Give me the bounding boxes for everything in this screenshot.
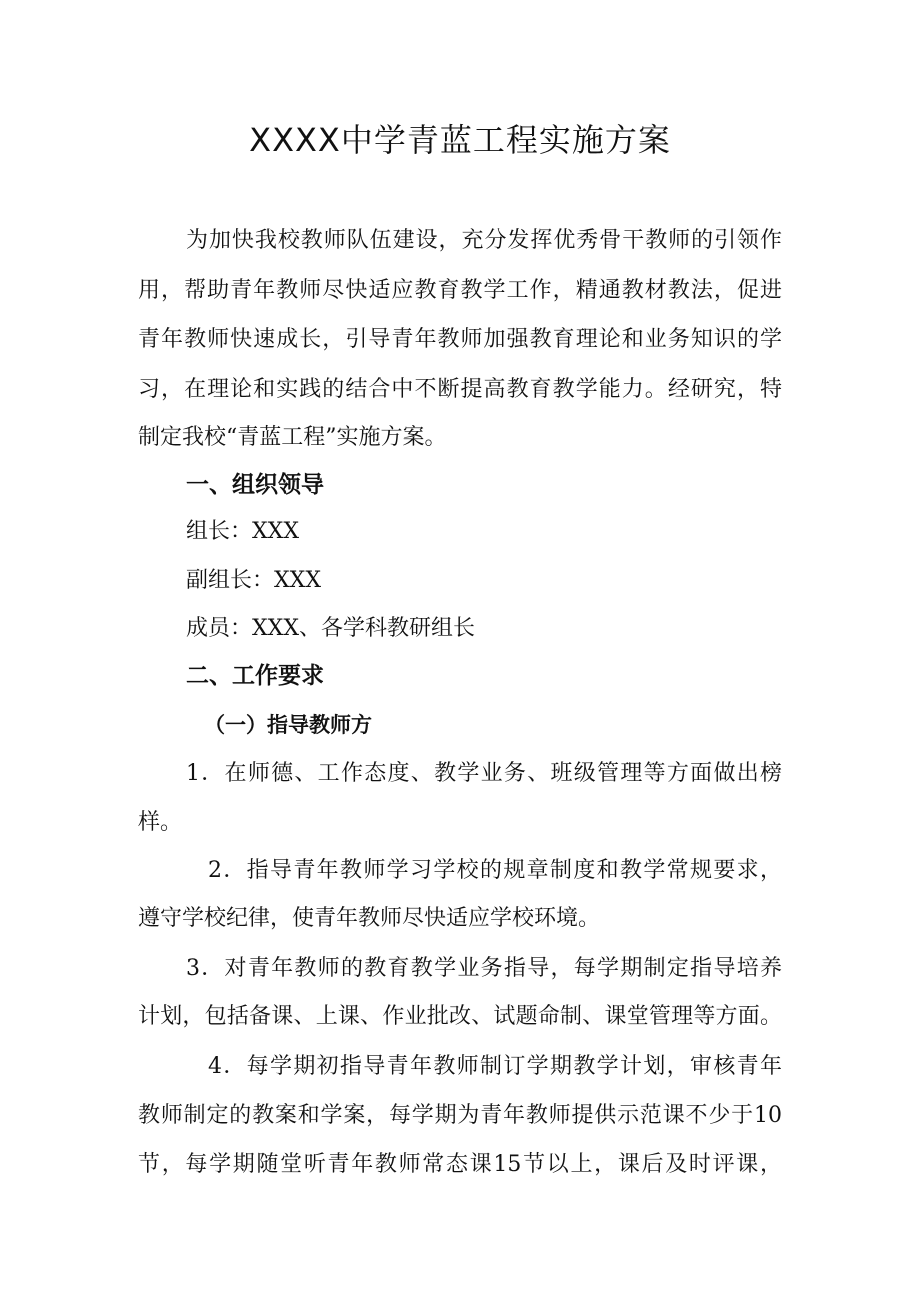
requirement-item: 教师制定的教案和学案，每学期为青年教师提供示范课不少于10 [138, 1103, 782, 1128]
intro-line: 青年教师快速成长，引导青年教师加强教育理论和业务知识的学 [138, 327, 782, 352]
requirement-item: 3．对青年教师的教育教学业务指导，每学期制定指导培养 [186, 956, 782, 981]
section-heading: 一、组织领导 [186, 472, 324, 498]
intro-line: 用，帮助青年教师尽快适应教育教学工作，精通教材教法，促进 [138, 278, 782, 303]
requirement-item: 2．指导青年教师学习学校的规章制度和教学常规要求， [208, 858, 782, 883]
subsection-heading: （一）指导教师方 [204, 713, 372, 737]
requirement-item: 计划，包括备课、上课、作业批改、试题命制、课堂管理等方面。 [138, 1004, 782, 1029]
members-line: 成员：XXX、各学科教研组长 [186, 616, 475, 641]
intro-line: 为加快我校教师队伍建设，充分发挥优秀骨干教师的引领作 [186, 228, 782, 253]
intro-line: 习，在理论和实践的结合中不断提高教育教学能力。经研究，特 [138, 377, 782, 402]
document-title: XXXX中学青蓝工程实施方案 [249, 121, 671, 159]
leader-line: 组长：XXX [186, 519, 299, 544]
vice-leader-line: 副组长：XXX [186, 568, 321, 593]
section-heading: 二、工作要求 [186, 663, 324, 689]
requirement-item: 遵守学校纪律，使青年教师尽快适应学校环境。 [138, 906, 601, 931]
intro-line: 制定我校“青蓝工程”实施方案。 [138, 425, 447, 450]
requirement-item: 节，每学期随堂听青年教师常态课15节以上，课后及时评课， [138, 1152, 782, 1177]
requirement-item: 样。 [138, 810, 183, 835]
requirement-item: 1．在师德、工作态度、教学业务、班级管理等方面做出榜 [186, 761, 782, 786]
requirement-item: 4．每学期初指导青年教师制订学期教学计划，审核青年 [208, 1054, 782, 1079]
